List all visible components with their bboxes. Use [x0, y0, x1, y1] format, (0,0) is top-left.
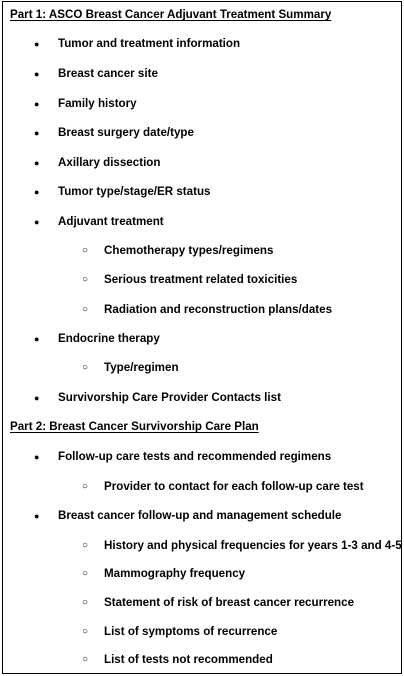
list-item-label: Endocrine therapy — [58, 332, 160, 345]
sub-list-item-label: Provider to contact for each follow-up care test — [104, 480, 364, 493]
circle-bullet-icon: ○ — [82, 654, 89, 665]
list-item-label: Adjuvant treatment — [58, 215, 164, 228]
sub-list-item-label: Statement of risk of breast cancer recurrence — [104, 596, 355, 609]
sub-list-item-label: Serious treatment related toxicities — [104, 273, 298, 286]
circle-bullet-icon: ○ — [82, 304, 89, 315]
list-item-label: Breast surgery date/type — [58, 126, 194, 139]
list-item-label: Family history — [58, 97, 137, 110]
sub-list-item-label: Type/regimen — [104, 361, 179, 374]
sub-list-item-label: Mammography frequency — [104, 567, 246, 580]
bullet-icon: ● — [34, 158, 40, 168]
circle-bullet-icon: ○ — [82, 540, 89, 551]
circle-bullet-icon: ○ — [82, 568, 89, 579]
list-item-label: Survivorship Care Provider Contacts list — [58, 391, 281, 404]
circle-bullet-icon: ○ — [82, 626, 89, 637]
sub-list-item-label: Radiation and reconstruction plans/dates — [104, 303, 333, 316]
bullet-icon: ● — [34, 99, 40, 109]
list-item-label: Follow-up care tests and recommended regimens — [58, 450, 332, 463]
sub-list-item-label: List of symptoms of recurrence — [104, 625, 278, 638]
part2-heading: Part 2: Breast Cancer Survivorship Care Plan — [10, 420, 259, 433]
list-item-label: Breast cancer site — [58, 67, 158, 80]
list-item-label: Breast cancer follow-up and management schedule — [58, 509, 342, 522]
circle-bullet-icon: ○ — [82, 597, 89, 608]
bullet-icon: ● — [34, 217, 40, 227]
sub-list-item-label: History and physical frequencies for years 1-3 and 4-5 — [104, 539, 402, 552]
list-item-label: Axillary dissection — [58, 156, 161, 169]
circle-bullet-icon: ○ — [82, 274, 89, 285]
bullet-icon: ● — [34, 69, 40, 79]
bullet-icon: ● — [34, 511, 40, 521]
bullet-icon: ● — [34, 39, 40, 49]
bullet-icon: ● — [34, 334, 40, 344]
list-item-label: Tumor and treatment information — [58, 37, 241, 50]
sub-list-item-label: List of tests not recommended — [104, 653, 273, 666]
document-frame — [2, 1, 402, 674]
bullet-icon: ● — [34, 452, 40, 462]
bullet-icon: ● — [34, 187, 40, 197]
circle-bullet-icon: ○ — [82, 481, 89, 492]
sub-list-item-label: Chemotherapy types/regimens — [104, 244, 274, 257]
circle-bullet-icon: ○ — [82, 245, 89, 256]
bullet-icon: ● — [34, 393, 40, 403]
bullet-icon: ● — [34, 128, 40, 138]
part1-heading: Part 1: ASCO Breast Cancer Adjuvant Treatment Summary — [10, 8, 332, 21]
circle-bullet-icon: ○ — [82, 362, 89, 373]
list-item-label: Tumor type/stage/ER status — [58, 185, 211, 198]
